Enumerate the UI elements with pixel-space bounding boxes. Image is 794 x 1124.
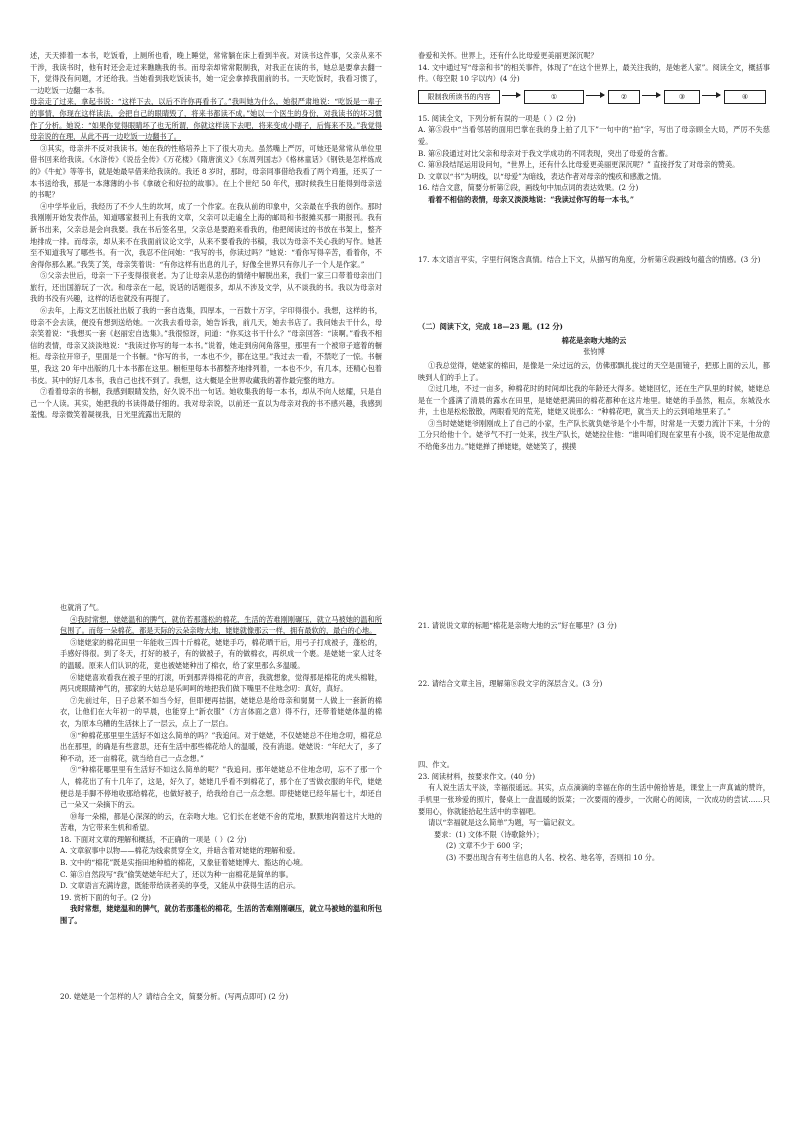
bottom-left-column [60, 602, 382, 1002]
paragraph: ⑧“种棉花那里里生活好不如这么简单的吗？”我追问。对于姥姥，不仅姥姥总不住地念叨，棉花总出在那里，的确是有些意思，还有生活中那些棉花给人的温暖，没有消退。姥姥说：“年纪大了，多了种不动，还一亩棉花，就当给自己一点念想。” [60, 730, 382, 763]
flow-start-box: 限制我所读书的内容 [418, 90, 500, 104]
question-21: 21. 请说说文章的标题“棉花是亲吻大地的云”好在哪里？(3 分) [418, 621, 617, 630]
flow-arrow [502, 95, 520, 96]
flow-box-3: ③ [664, 90, 700, 104]
question-16: 16. 结合文意，简要分析第②段，画线句中加点词的表达效果。(2 分) [418, 183, 639, 193]
paragraph: ④中学毕业后，我经历了不少人生的坎坷，成了一个作家。在我从前的印象中，父亲最在乎我的创作。那时我刚刚开始发表作品，知道哪家报刊上有我的文章，父亲可以走遍全上海的邮局和书报摊买那一期报刊。我有新书出来，父亲总是会向我要。我在书后签名里，父亲总是要跑来看我的，他把阅读过的书放在书架上，整齐地排成一排。而母亲，却从来不在我面前议论文学，从来不要看我的书稿，我以为母亲不关心我的写作。她甚至不知道我写了哪些书。有一次，我忍不住问她：“我写的书，你读过吗？”她说：“看你写得辛苦，看着你，不舍得你那么累。”我笑了笑，母亲笑着说：“有你这样有出息的儿子，好像全世界只有你儿子一个人是作家。” [30, 201, 382, 269]
option-d: D. 文章以“书”为明线，以“母爱”为暗线，表达作者对母亲的愧疚和感激之情。 [418, 171, 666, 181]
question-17: 17. 本文语言平实，字里行间饱含真情。结合上下文，从描写的角度，分析第④段画线句蕴含的情感。(3 分) [418, 254, 761, 264]
paragraph: 述，天天捧着一本书，吃饭看，上厕所也看，晚上睡觉，常常躺在床上看到半夜。对读书这件事，父亲从来不干涉，我读书时，他有时还会走过来瞧瞧我的书。而母亲却常常限制我，对我正在读的书，她总是要拿去翻一下，觉得没有问题，才还给我。当她看到我吃饭读书，她一定会拿掉我面前的书。一天吃饭时，我看习惯了，一边吃饭一边翻一本书。 [30, 51, 382, 95]
option-a: A. 第⑤段中“当看邻居的面用巴掌在我的身上拍了几下”一句中的“拍”字，写出了母亲顾全大局，严厉不失慈爱。 [418, 125, 770, 146]
flow-box-2: ② [608, 90, 640, 104]
section-heading: （二）阅读下文，完成 18—23 题。(12 分) [418, 322, 563, 332]
paragraph: ③当时姥姥姥爷刚刚成上了自己的小家，生产队长就负姥爷是个小牛帮，时常是一天要力流汁下来，十分的工分只给他十个。姥爷气不打一处来，找生产队长，姥姥拉住他：“谁叫咱们现在家里有小孩，说不定是他故意不给俺多出力。”姥姥掸了掸姥姥，姥姥笑了，摸摸 [418, 418, 770, 452]
paragraph: ⑤父亲去世后，母亲一下子变得很衰老。为了让母亲从悲伤的情绪中解脱出来，我们一家三口带着母亲出门旅行，还出国游玩了一次。和母亲在一起，说话的话题很多，却从不涉及文学，从不谈我的书。我以为母亲对我的书没有兴趣，这样的话也就没有再提了。 [30, 271, 382, 304]
essay-requirement: 要求：(1) 文体不限（诗歌除外）； [434, 829, 544, 839]
paragraph: ⑨“种棉花哪里里有生活好不如这么简单的呢？”我追问。那年姥姥总不住地念叨，忘不了那一个人，棉花出了有十几年了，这是，好久了，姥姥几乎看不到棉花了，那个在了雪做衣服的年代，姥姥便总是手脚不停地收那给棉花，也做好被子，给我给自己一点念想。即使姥姥已经年届七十，却还自己一朵又一朵摘下的云。 [60, 765, 382, 810]
article-title: 棉花是亲吻大地的云 [561, 335, 627, 345]
option-b: B. 第⑥段通过对比父亲和母亲对于我文学成功的不同表现，突出了母爱的含蓄。 [418, 148, 673, 158]
essay-requirement: (2) 文章不少于 600 字； [446, 841, 528, 851]
option-b: B. 文中的“棉花”既是实指田地种植的棉花，又象征着姥姥博大、豁达的心境。 [60, 858, 308, 868]
question-19: 19. 赏析下面的句子。(2 分) [60, 892, 151, 902]
paragraph: ③其实，母亲并不反对我读书。她在我的性格培养上下了很大功夫。虽然嘴上严厉，可她还是常常从单位里借书回来给我读。《水浒传》《说岳全传》《万花楼》《隋唐演义》《东周列国志》《格林童话》《钢铁是怎样炼成的》《牛虻》等等书，就是她最早借来给我读的。我还 8 岁时，那时，母亲同事借给我看了两个鸡蛋，还买了一本书送给我，那是一本薄薄的小书《拿破仑和好拉的故事》。在上个世纪 50 年代，那时候我生日能得到母亲送的书呢？ [30, 143, 382, 200]
paragraph: ②过几地，不过一亩多，种棉花时的时间却比我的年龄还大得多。姥姥回忆，还在生产队里的时候，姥姥总是在一个盛满了清晨的露水在田里，是姥姥把满田的棉花都种在这片地里。姥姥的手虽然，粗点，东城没水井，土也是松松散散，两眼看见的荒芜，姥姥又说那么：“种棉花吧，就当天上的云到咱地里来了。” [418, 384, 770, 417]
question-14: 14. 文中通过写“母亲和书”的相关事件，体现了“在这个世界上，最关注我的，是她老人家”。阅读全文，概括事件。（每空限 10 字以内）(4 分) [418, 62, 770, 84]
answer-space [418, 689, 770, 759]
underlined-paragraph: ④我时常想，姥姥温和的脾气，就仿若那蓬松的棉花，生活的苦难刚刚碾压，就立马被她的温和所包围了。而每一朵棉花，都是天际的云朵亲吻大地，姥姥就像那云一样，拥有最软的，最白的心地。 [60, 614, 382, 636]
essay-material: 有人说生活太平淡，幸福很遥远。其实，点点滴滴的幸福在你的生活中俯拾皆是，课堂上一声真诚的赞许，手机里一张珍爱的照片，餐桌上一盘温暖的饭菜；一次要雨的漫步，一次耐心的阅读，一次成功的尝试……只要用心，你就能拾起生活中的幸福吧。 [418, 783, 770, 816]
essay-prompt: 请以“幸福就是这么简单”为题，写一篇记叙文。 [428, 818, 580, 828]
answer-space [418, 265, 770, 317]
paragraph: ⑥去年，上海文艺出版社出版了我的一套自选集，四厚本，一百数十万字，字印得很小。我想，这样的书，母亲不会去读，便没有想到送给她。一次我去看母亲，她告诉我，前几天，她去书店了。我问她去干什么，母亲笑着说：“我想买一套《赵丽宏自选集》。”我很惊讶，问道：“你买这书干什么？”母亲回答：“读啊。”看我不相信的表情，母亲又淡淡地说：“我读过你写的每一本书。”说着，她走到房间角落里，那里有一个被帘子遮着的橱柜。母亲拉开帘子，里面是一个书橱。“你写的书，一本也不少，都在这里。”我过去一看，不禁吃了一惊。书橱里，我这 20 年中出版的几十本书都在这里。橱柜里每本书都整齐地排列着，一本也不少，有几本，还精心包着书皮。其中的好几本书，我自己也找不到了。我想，这大概是全世界收藏我的著作最完整的地方。 [30, 306, 382, 385]
flow-arrow [586, 95, 604, 96]
option-a: A. 文章叙事中以物——棉花为线索贯穿全文，并暗含着对姥姥的理解和爱。 [60, 846, 300, 856]
top-right-column [418, 50, 770, 453]
quoted-sentence: 看着不相信的表情，母亲又淡淡地说：“我读过你写的每一本书。” [428, 194, 634, 204]
paragraph: ⑩每一朵棉，都是心深深的的云，在亲吻大地。它们长在老姥不舍的荒地，默默地润着这片大地的苦难，为它带来生机和希望。 [60, 811, 382, 833]
answer-space [60, 927, 382, 991]
article-author: 张钧博 [583, 347, 605, 357]
quoted-sentence: 我时常想，姥姥温和的脾气，就仿若那蓬松的棉花，生活的苦难刚刚碾压，就立马被她的温和所包围了。 [60, 904, 382, 926]
section-four-heading: 四、作文。 [418, 760, 454, 770]
paragraph-continuation: 眷爱和关怀。世界上，还有什么比母爱更美丽更深沉呢？ [418, 51, 598, 60]
option-c: C. 第⑤自然段写“我”偷笑姥姥年纪大了，还以为种一亩棉花是简单的事。 [60, 869, 293, 879]
flow-arrow [642, 95, 660, 96]
question-20: 20. 姥姥是一个怎样的人？请结合全文，简要分析。(写两点即可) (2 分) [60, 991, 289, 1001]
flow-box-4: ④ [724, 90, 766, 104]
paragraph: ①我总觉得，姥姥家的棉田，是像是一朵过远的云，仿佛那飘扎拢过的天空是面镜子，把那上面的云儿，都映到人们的手上了。 [418, 360, 770, 382]
top-left-column [30, 50, 382, 421]
answer-space [418, 632, 770, 678]
option-c: C. 第⑩段结尾运用设问句，“世界上，还有什么比母爱更美丽更深沉呢？” 直接抒发了对母亲的赞美。 [418, 160, 740, 170]
flow-box-1: ① [524, 90, 584, 104]
question-15: 15. 阅读全文，下列分析有误的一项是（ ）(2 分) [418, 113, 576, 123]
underlined-paragraph: 母亲走了过来，拿起书说：“这样下去，以后不许你再看书了。”我叫她为什么，她很严肃地说：“吃饭是一辈子的事情，你现在这样读法，会把自己的眼睛毁了，将来书都读不成。”她以一个医生的身份，对我读书的坏习惯作了分析。她说：“如果你觉得眼睛坏了也无所谓，你就这样读下去吧，将来变成小瞎子，后悔来不及。”我觉得母亲说的在理，从此不再一边吃饭一边翻书了。 [30, 97, 382, 142]
event-flowchart [418, 88, 770, 108]
paragraph: ⑥姥姥喜欢看我在被子里的打滚，听到那弄得棉花的声音，我就想象，觉得那是棉花的虎头棉鞋，两只虎眼睛神气的，那家的大姑总是乐呵呵的地把我们做下嘴里不住地念叨：真好，真好。 [60, 672, 382, 694]
bottom-right-column [418, 620, 770, 864]
paragraph: ⑦看着母亲的书橱，我感到眼睛发热，好久说不出一句话。她收集我的每一本书，却从不向人炫耀，只是自己一个人读。其实，她把我的书读得最仔细的。我对母亲说，以前还一直以为母亲对我的书不感兴趣，我感到羞愧。母亲微笑着凝视我，日光里流露出无限的 [30, 387, 382, 420]
paragraph: ⑦先前过年，日子总紧不如当今好，但即便再拮据，姥姥总是给母亲和舅舅一人做上一套新的棉衣，让他们在大年初一的早晨，也能穿上“新衣服”（方言体面之意）得不行，还带着姥姥体温的棉衣，为原本乌糟的生活抹上了一层云，点上了一层白。 [60, 695, 382, 728]
essay-requirement: (3) 不要出现含有考生信息的人名、校名、地名等，否则扣 10 分。 [446, 852, 660, 862]
question-22: 22. 请结合文章主旨，理解第⑧段文字的深层含义。(3 分) [418, 678, 603, 688]
answer-space [418, 206, 770, 254]
question-23: 23. 阅读材料，按要求作文。(40 分) [418, 771, 536, 781]
flow-arrow [702, 95, 720, 96]
question-18: 18. 下面对文章的理解和概括，不正确的一项是（ ）(2 分) [60, 834, 247, 844]
paragraph: ⑤姥姥家的棉花田里一年能收三四十斤棉花，姥姥手巧，棉花晒干后，用弓子打成被子，蓬松的，手感好得很。到了冬天，打好的被子，有的做被子，有的做棉衣，再织成一个裹。是姥姥一家人过冬的温暖。原来人们认识的花，竟也被姥姥种出了棉衣，给了家里那么多温暖。 [60, 637, 382, 670]
option-d: D. 文章语言充满诗意，既能带给读者美的享受，又能从中获得生活的启示。 [60, 881, 301, 891]
paragraph-continuation: 也就消了气。 [60, 603, 104, 612]
